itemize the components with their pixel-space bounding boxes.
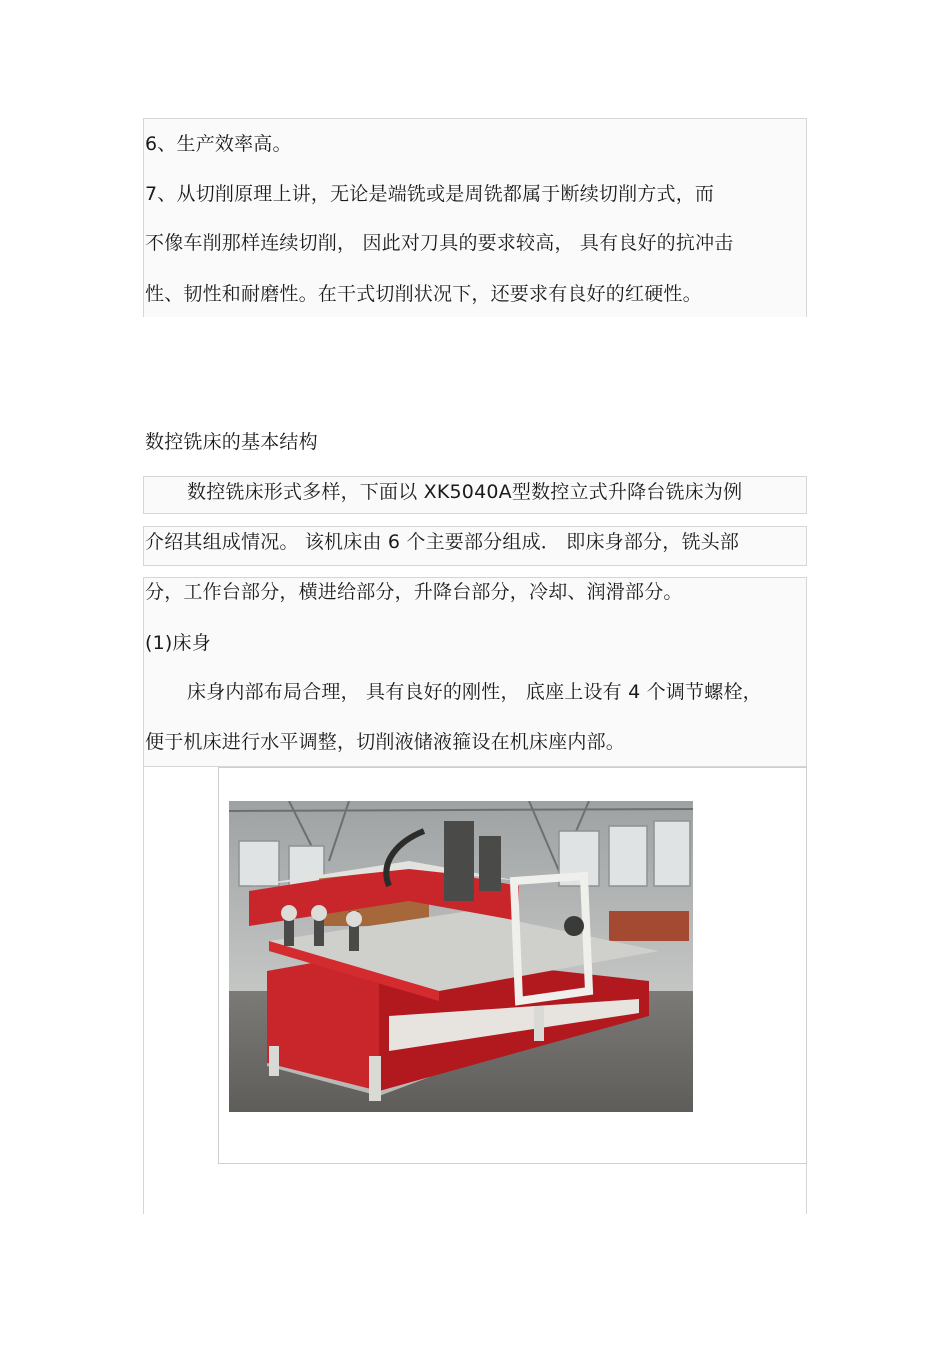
intro-line-2: 介绍其组成情况。 该机床由 6 个主要部分组成． 即床身部分，铣头部 [145, 531, 740, 553]
body-line-2: 便于机床进行水平调整，切削液储液箍设在机床座内部。 [145, 731, 626, 753]
intro-line-1: 数控铣床形式多样，下面以 XK5040A型数控立式升降台铣床为例 [187, 481, 743, 503]
figure-left-border [143, 767, 144, 1214]
list-item-7: 7、从切削原理上讲，无论是端铣或是周铣都属于断续切削方式，而 [145, 183, 715, 205]
intro-line-3: 分，工作台部分，横进给部分，升降台部分，冷却、润滑部分。 [145, 581, 683, 603]
paragraph-line: 性、韧性和耐磨性。在干式切削状况下，还要求有良好的红硬性。 [145, 283, 702, 305]
subheading-bed: (1)床身 [145, 632, 211, 654]
body-line-1: 床身内部布局合理， 具有良好的刚性， 底座上设有 4 个调节螺栓， [187, 681, 762, 703]
paragraph-line: 不像车削那样连续切削， 因此对刀具的要求较高， 具有良好的抗冲击 [145, 232, 734, 254]
figure-right-border [806, 1163, 807, 1214]
cnc-machine-image [229, 801, 693, 1112]
section-heading: 数控铣床的基本结构 [145, 431, 318, 453]
list-item-6: 6、生产效率高。 [145, 133, 292, 155]
